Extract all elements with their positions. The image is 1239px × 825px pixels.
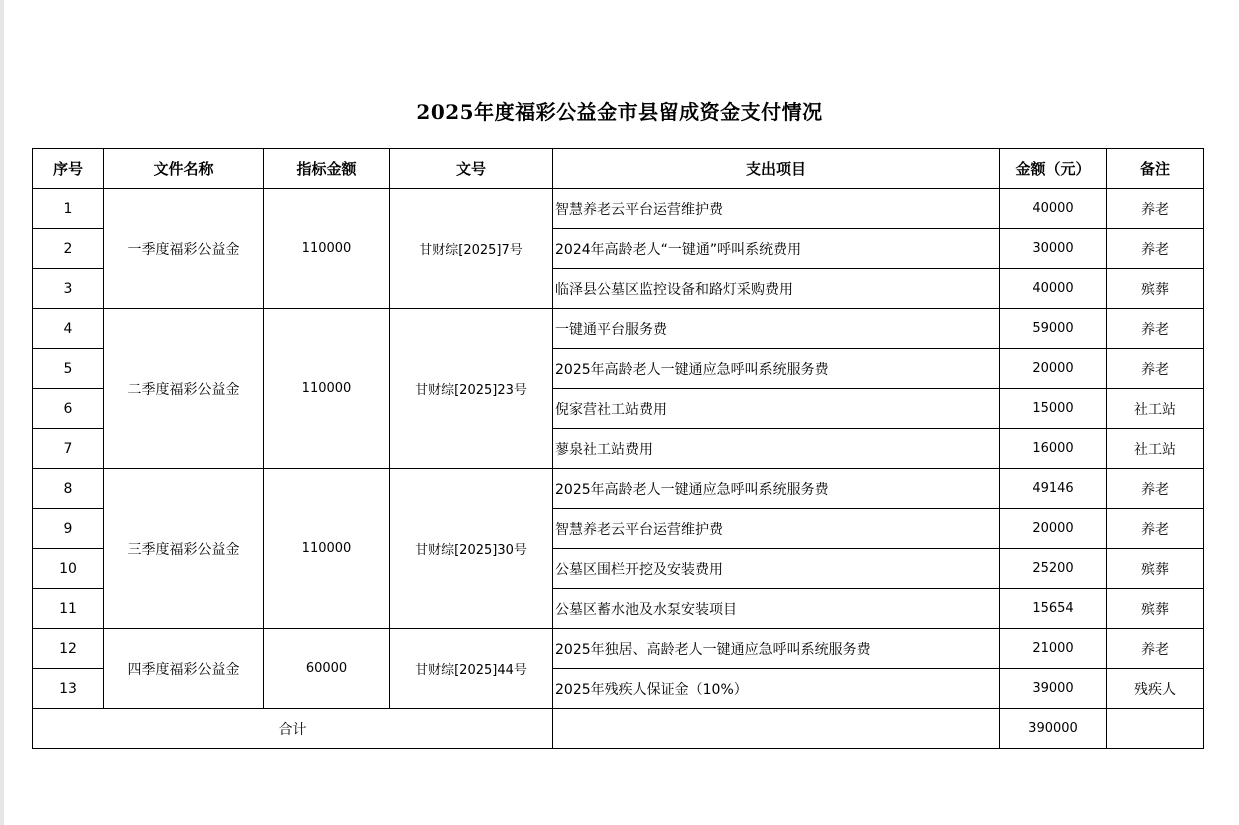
row-seq: 12	[33, 629, 104, 669]
row-amount: 25200	[1000, 549, 1107, 589]
row-amount: 30000	[1000, 229, 1107, 269]
row-item: 一键通平台服务费	[553, 309, 1000, 349]
header-seq: 序号	[33, 149, 104, 189]
row-amount: 16000	[1000, 429, 1107, 469]
row-amount: 20000	[1000, 509, 1107, 549]
row-item: 临泽县公墓区监控设备和路灯采购费用	[553, 269, 1000, 309]
row-item: 2025年独居、高龄老人一键通应急呼叫系统服务费	[553, 629, 1000, 669]
row-note: 养老	[1107, 189, 1204, 229]
table-row	[33, 469, 1204, 509]
group-quota: 60000	[264, 629, 390, 709]
group-quota: 110000	[264, 309, 390, 469]
row-amount: 40000	[1000, 269, 1107, 309]
row-seq: 8	[33, 469, 104, 509]
row-note: 残疾人	[1107, 669, 1204, 709]
group-file-name: 一季度福彩公益金	[104, 189, 264, 309]
header-file-name: 文件名称	[104, 149, 264, 189]
header-note: 备注	[1107, 149, 1204, 189]
row-item: 2025年高龄老人一键通应急呼叫系统服务费	[553, 349, 1000, 389]
row-seq: 3	[33, 269, 104, 309]
row-seq: 4	[33, 309, 104, 349]
group-file-name: 二季度福彩公益金	[104, 309, 264, 469]
row-note: 社工站	[1107, 429, 1204, 469]
header-amount: 金额（元）	[1000, 149, 1107, 189]
group-quota: 110000	[264, 189, 390, 309]
group-doc-no: 甘财综[2025]7号	[390, 189, 553, 309]
row-seq: 2	[33, 229, 104, 269]
group-quota: 110000	[264, 469, 390, 629]
table-row	[33, 309, 1204, 349]
group-file-name: 三季度福彩公益金	[104, 469, 264, 629]
row-item: 智慧养老云平台运营维护费	[553, 189, 1000, 229]
header-quota: 指标金额	[264, 149, 390, 189]
row-note: 殡葬	[1107, 549, 1204, 589]
total-label: 合计	[33, 709, 553, 749]
row-seq: 5	[33, 349, 104, 389]
row-amount: 49146	[1000, 469, 1107, 509]
row-item: 倪家营社工站费用	[553, 389, 1000, 429]
group-file-name: 四季度福彩公益金	[104, 629, 264, 709]
group-doc-no: 甘财综[2025]23号	[390, 309, 553, 469]
row-note: 养老	[1107, 509, 1204, 549]
header-item: 支出项目	[553, 149, 1000, 189]
row-amount: 59000	[1000, 309, 1107, 349]
row-note: 殡葬	[1107, 589, 1204, 629]
row-item: 2025年残疾人保证金（10%）	[553, 669, 1000, 709]
row-amount: 39000	[1000, 669, 1107, 709]
table-row	[33, 189, 1204, 229]
row-amount: 40000	[1000, 189, 1107, 229]
row-item: 2025年高龄老人一键通应急呼叫系统服务费	[553, 469, 1000, 509]
row-note: 养老	[1107, 629, 1204, 669]
total-row	[33, 709, 1204, 749]
row-amount: 15000	[1000, 389, 1107, 429]
row-item: 公墓区蓄水池及水泵安装项目	[553, 589, 1000, 629]
row-item: 公墓区围栏开挖及安装费用	[553, 549, 1000, 589]
row-note: 养老	[1107, 229, 1204, 269]
row-item: 智慧养老云平台运营维护费	[553, 509, 1000, 549]
group-doc-no: 甘财综[2025]30号	[390, 469, 553, 629]
row-note: 养老	[1107, 349, 1204, 389]
total-item	[553, 709, 1000, 749]
row-note: 殡葬	[1107, 269, 1204, 309]
group-doc-no: 甘财综[2025]44号	[390, 629, 553, 709]
row-note: 养老	[1107, 469, 1204, 509]
row-amount: 20000	[1000, 349, 1107, 389]
total-amount: 390000	[1000, 709, 1107, 749]
row-note: 社工站	[1107, 389, 1204, 429]
row-seq: 7	[33, 429, 104, 469]
row-seq: 6	[33, 389, 104, 429]
row-seq: 13	[33, 669, 104, 709]
row-amount: 15654	[1000, 589, 1107, 629]
row-item: 2024年高龄老人“一键通”呼叫系统费用	[553, 229, 1000, 269]
row-seq: 11	[33, 589, 104, 629]
total-note	[1107, 709, 1204, 749]
row-item: 蓼泉社工站费用	[553, 429, 1000, 469]
table-row	[33, 629, 1204, 669]
row-seq: 10	[33, 549, 104, 589]
row-seq: 9	[33, 509, 104, 549]
header-row	[33, 149, 1204, 189]
row-note: 养老	[1107, 309, 1204, 349]
page-title: 2025年度福彩公益金市县留成资金支付情况	[416, 100, 823, 124]
row-amount: 21000	[1000, 629, 1107, 669]
payment-table	[32, 148, 1204, 749]
row-seq: 1	[33, 189, 104, 229]
header-doc-no: 文号	[390, 149, 553, 189]
